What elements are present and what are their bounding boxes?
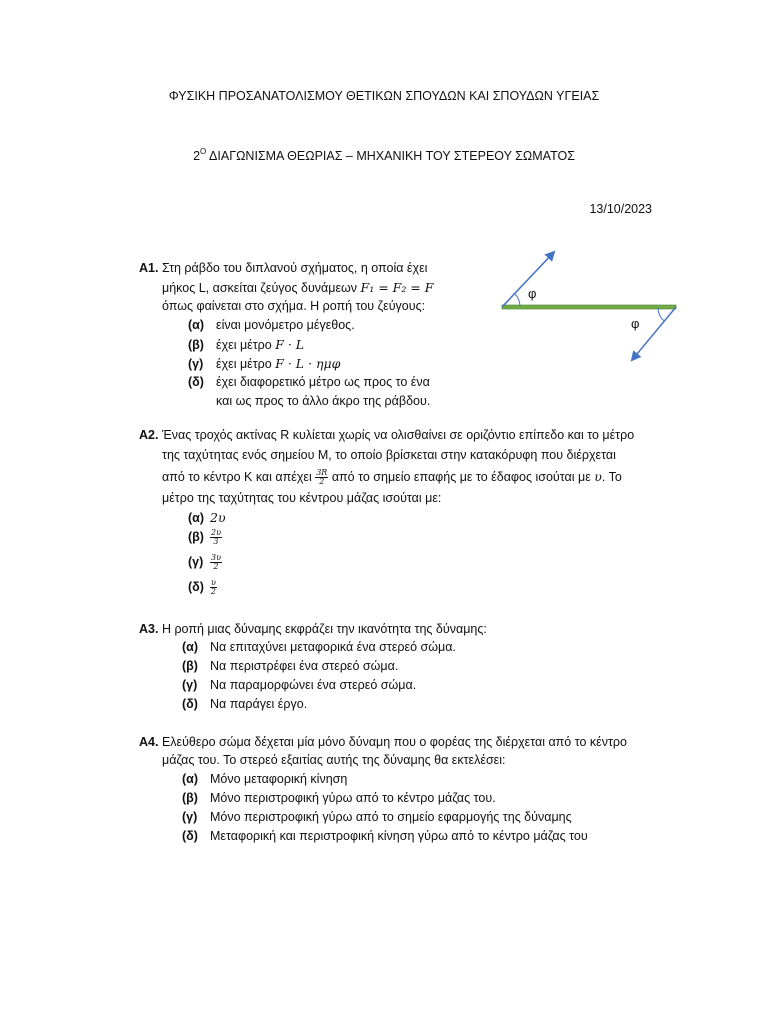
question-a2-line3c: . Το <box>601 470 622 484</box>
question-a4-line2: μάζας του. Το στερεό εξαιτίας αυτής της δύναμης θα εκτελέσει: <box>162 753 506 767</box>
a4-option-b[interactable] <box>182 789 496 808</box>
option-text: Να περιστρέφει ένα στερεό σώμα. <box>210 659 399 673</box>
option-key: (β) <box>182 791 198 805</box>
option-key: (γ) <box>188 357 204 371</box>
a4-option-a[interactable] <box>182 770 347 789</box>
subtitle-number: 2 <box>193 149 201 163</box>
option-key: (δ) <box>188 580 204 594</box>
question-a2-line4: μέτρο της ταχύτητας του κέντρου μάζας ισούται με: <box>162 491 442 505</box>
question-a2-line3-row <box>162 467 656 487</box>
a1-option-b[interactable] <box>188 335 304 355</box>
question-a2-line2-row <box>162 446 656 465</box>
question-a1 <box>139 259 457 278</box>
option-math: F · L <box>275 337 305 352</box>
question-a2-label: Α2. <box>139 428 159 442</box>
option-text: Μόνο μεταφορική κίνηση <box>210 772 348 786</box>
a3-option-a[interactable] <box>182 638 456 657</box>
question-a4-line1: Ελεύθερο σώμα δέχεται μία μόνο δύναμη που ο φορέας της διέρχεται από το κέντρο <box>161 735 627 749</box>
fraction-denominator: 2 <box>210 587 216 597</box>
exam-date: 13/10/2023 <box>589 202 652 216</box>
question-a1-line1: Στη ράβδο του διπλανού σχήματος, η οποία έχει <box>161 261 428 275</box>
option-text: Να παραμορφώνει ένα στερεό σώμα. <box>210 678 417 692</box>
question-a1-line2-row <box>162 278 462 298</box>
a1-option-c[interactable] <box>188 354 340 374</box>
forces-equation: F₁ = F₂ = F <box>360 280 434 295</box>
fraction-numerator: υ <box>211 578 216 588</box>
a4-option-d[interactable] <box>182 827 588 846</box>
fraction-denominator: 3 <box>213 537 219 547</box>
a2-option-c[interactable] <box>188 553 222 572</box>
a4-option-c[interactable] <box>182 808 572 827</box>
subtitle-ordinal: Ο <box>200 147 207 156</box>
velocity-symbol: υ <box>594 469 602 484</box>
option-fraction <box>210 554 222 571</box>
fraction-numerator: 2υ <box>211 528 221 538</box>
angle-arc-left <box>514 293 520 306</box>
option-text: έχει διαφορετικό μέτρο ως προς το ένα <box>216 375 430 389</box>
question-a1-line3: όπως φαίνεται στο σχήμα. Η ροπή του ζεύγους: <box>162 299 426 313</box>
option-text: Μόνο περιστροφική γύρω από το σημείο εφαρμογής της δύναμης <box>210 810 572 824</box>
option-key: (α) <box>188 318 205 332</box>
option-key: (γ) <box>188 555 204 569</box>
question-a4-label: Α4. <box>139 735 159 749</box>
question-a4 <box>139 733 653 752</box>
rod-figure <box>490 240 690 370</box>
option-text: Μεταφορική και περιστροφική κίνηση γύρω από το κέντρο μάζας του <box>210 829 588 843</box>
option-text: είναι μονόμετρο μέγεθος. <box>216 318 355 332</box>
fraction-numerator: 3υ <box>211 553 221 563</box>
option-text: έχει μέτρο <box>216 338 272 352</box>
option-text: Μόνο περιστροφική γύρω από το κέντρο μάζας του. <box>210 791 496 805</box>
option-text: έχει μέτρο <box>216 357 272 371</box>
subtitle-text: ΔΙΑΓΩΝΙΣΜΑ ΘΕΩΡΙΑΣ – ΜΗΧΑΝΙΚΗ ΤΟΥ ΣΤΕΡΕΟΥ ΣΩΜΑΤΟΣ <box>206 149 575 163</box>
a3-option-c[interactable] <box>182 676 416 695</box>
fraction-numerator: 3R <box>316 468 328 478</box>
question-a3-label: Α3. <box>139 622 159 636</box>
document-title: ΦΥΣΙΚΗ ΠΡΟΣΑΝΑΤΟΛΙΣΜΟΥ ΘΕΤΙΚΩΝ ΣΠΟΥΔΩΝ ΚΑΙ ΣΠΟΥΔΩΝ ΥΓΕΙΑΣ <box>168 89 600 103</box>
a1-option-d-continued: και ως προς το άλλο άκρο της ράβδου. <box>216 394 431 408</box>
a3-option-b[interactable] <box>182 657 398 676</box>
option-key: (α) <box>182 640 199 654</box>
question-a2-line3a: από το κέντρο Κ και απέχει <box>162 470 312 484</box>
question-a2-line3b: από το σημείο επαφής με το έδαφος ισούται με <box>331 470 591 484</box>
question-a3-line1: Η ροπή μιας δύναμης εκφράζει την ικανότητα της δύναμης: <box>161 622 487 636</box>
fraction-denominator: 2 <box>213 562 219 572</box>
option-key: (α) <box>182 772 199 786</box>
option-key: (γ) <box>182 678 198 692</box>
question-a4-line2-row <box>162 751 656 770</box>
a2-option-b[interactable] <box>188 528 222 547</box>
a2-option-d[interactable] <box>188 578 217 597</box>
a1-option-a[interactable] <box>188 316 355 335</box>
document-subtitle <box>0 147 768 163</box>
question-a2 <box>139 426 653 445</box>
option-key: (β) <box>188 530 204 544</box>
question-a1-label: Α1. <box>139 261 159 275</box>
option-key: (δ) <box>182 829 198 843</box>
angle-label-right: φ <box>631 316 640 331</box>
option-key: (δ) <box>182 697 198 711</box>
question-a1-line2: μήκος L, ασκείται ζεύγος δυνάμεων <box>162 281 358 295</box>
option-key: (β) <box>182 659 198 673</box>
option-fraction <box>210 529 222 546</box>
angle-label-left: φ <box>528 286 537 301</box>
a1-option-d[interactable] <box>188 373 458 392</box>
question-a3 <box>139 620 653 639</box>
a3-option-d[interactable] <box>182 695 307 714</box>
option-fraction <box>210 579 217 596</box>
question-a1-line3-row <box>162 297 462 316</box>
force-arrow-right <box>632 307 676 360</box>
option-math: F · L · ημφ <box>275 356 341 371</box>
option-text: Να παράγει έργο. <box>210 697 308 711</box>
option-key: (γ) <box>182 810 198 824</box>
question-a2-line4-row <box>162 489 656 508</box>
option-key: (α) <box>188 511 205 525</box>
angle-arc-right <box>658 308 664 321</box>
question-a2-line1: Ένας τροχός ακτίνας R κυλίεται χωρίς να ολισθαίνει σε οριζόντιο επίπεδο και το μέτρο <box>161 428 635 442</box>
question-a2-line2: της ταχύτητας ενός σημείου Μ, το οποίο βρίσκεται στην κατακόρυφη που διέρχεται <box>162 448 616 462</box>
option-key: (δ) <box>188 375 204 389</box>
option-key: (β) <box>188 338 204 352</box>
a2-option-a[interactable] <box>188 508 226 528</box>
distance-fraction <box>315 469 328 486</box>
option-text: Να επιταχύνει μεταφορικά ένα στερεό σώμα. <box>210 640 456 654</box>
rod <box>502 305 676 309</box>
option-math: 2υ <box>210 510 226 525</box>
fraction-denominator: 2 <box>319 477 325 487</box>
